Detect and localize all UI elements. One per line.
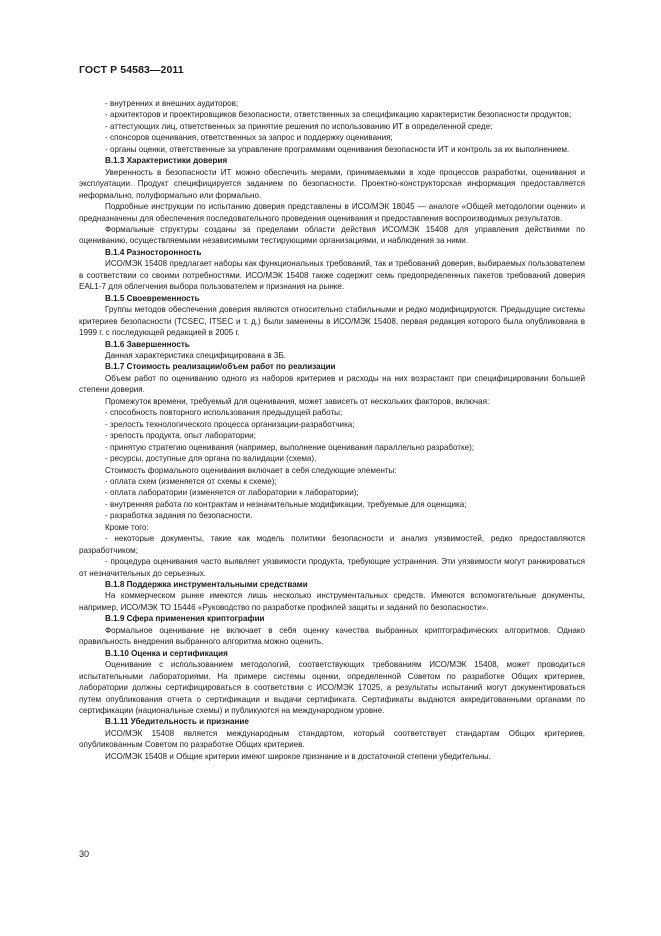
paragraph: Объем работ по оцениванию одного из наборов критериев и расходы на них возрастают при специфицировании большей степени доверия. xyxy=(79,373,585,395)
section-heading: В.1.8 Поддержка инструментальными средствами xyxy=(105,580,308,590)
paragraph: Данная характеристика специфицирована в 3Б. xyxy=(105,350,286,360)
paragraph: Формальные структуры созданы за пределами области действия ИСО/МЭК 15408 для управления действиями по оцениванию, осуществляемыми независимыми тестирующими организациями, и наблюдения за ними. xyxy=(79,224,585,246)
paragraph: Формальное оценивание не включает в себя оценку качества выбранных криптографических алгоритмов. Однако правильность внедрения выбранного алгоритма можно оценить. xyxy=(79,625,585,647)
page-number: 30 xyxy=(79,849,90,859)
paragraph: - ресурсы, доступные для органа по валидации (схема). xyxy=(105,454,317,464)
paragraph: - внутренних и внешних аудиторов; xyxy=(105,99,239,108)
paragraph: На коммерческом рынке имеются лишь несколько инструментальных средств. Имеются вспомогательные документы, например, ИСО/МЭК ТО 15446 «Руководство по разработке профилей защиты и заданий по безопасности». xyxy=(79,591,585,612)
section-heading: В.1.7 Стоимость реализации/объем работ по реализации xyxy=(105,362,336,372)
paragraph: - внутренняя работа по контрактам и незначительные модификации, требуемые для оценщика; xyxy=(105,499,467,509)
paragraph: Кроме того: xyxy=(105,522,149,532)
paragraph: - органы оценки, ответственные за управление программами оценивания безопасности ИТ и контроль за их выполнением. xyxy=(105,144,570,154)
document-header: ГОСТ Р 54583—2011 xyxy=(79,64,184,76)
paragraph: ИСО/МЭК 15408 и Общие критерии имеют широкое признание и в достаточной степени убедительны. xyxy=(105,751,491,761)
paragraph: Стоимость формального оценивания включает в себя следующие элементы: xyxy=(105,465,397,475)
section-heading: В.1.11 Убедительность и признание xyxy=(105,717,249,727)
section-heading: В.1.10 Оценка и сертификация xyxy=(105,648,228,658)
paragraph: Оценивание с использованием методологий, соответствующих требованиям ИСО/МЭК 15408, может проводиться испытательными лабораториями. На примере системы оценки, определенной Советом по разработке Общих критериев, лаборатории должны сертифицироваться в соответствии с ИСО/МЭК 17025, а результаты испытаний могут документироваться путем опубликования отчета о сертификации и выдачи сертификата. Сертификаты выдаются аккредитованными органами по сертификации (национальные схемы) и публикуются на международном уровне. xyxy=(79,660,585,716)
section-heading: В.1.9 Сфера применения криптографии xyxy=(105,614,265,624)
paragraph: ИСО/МЭК 15408 предлагает наборы как функциональных требований, так и требований доверия, выбираемых пользователем в соответствии со своими потребностями. ИСО/МЭК 15408 также содержит семь предопределенных пакетов требований доверия EAL1-7 для облегчения выбора пользователем и признания на рынке. xyxy=(79,259,585,292)
paragraph: - процедура оценивания часто выявляет уязвимости продукта, требующие устранения. Эти уязвимости могут ранжироваться от незначительных до серьезных. xyxy=(79,557,585,578)
paragraph: Промежуток времени, требуемый для оценивания, может зависеть от нескольких факторов, включая: xyxy=(105,396,490,406)
section-heading: В.1.3 Характеристики доверия xyxy=(105,156,228,166)
paragraph: - оплата лаборатории (изменяется от лаборатории к лаборатории); xyxy=(105,488,359,498)
paragraph: Уверенность в безопасности ИТ можно обеспечить мерами, принимаемыми в ходе процессов разработки, оценивания и эксплуатации. Продукт специфицируется заданием по безопасности. Проектно-конструкторская информация предоставляется неформально, полуформально или формально. xyxy=(79,167,585,200)
paragraph: ИСО/МЭК 15408 является международным стандартом, который соответствует стандартам Общих критериев, опубликованным Советом по разработке Общих критериев. xyxy=(79,728,585,750)
section-heading: В.1.4 Разносторонность xyxy=(105,247,202,257)
paragraph: - оплата схем (изменяется от схемы к схеме); xyxy=(105,476,277,486)
paragraph: - некоторые документы, такие как модель политики безопасности и анализ уязвимостей, редко предоставляются разработчиком; xyxy=(79,534,585,555)
paragraph: - архитекторов и проектировщиков безопасности, ответственных за спецификацию характеристик безопасности продуктов; xyxy=(105,110,572,120)
paragraph: - спонсоров оценивания, ответственных за запрос и поддержку оценивания; xyxy=(105,133,393,143)
paragraph: - способность повторного использования предыдущей работы; xyxy=(105,408,343,418)
paragraph: - аттестующих лиц, ответственных за принятие решения по использованию ИТ в определенной среде; xyxy=(105,121,493,131)
paragraph: Группы методов обеспечения доверия являются относительно стабильными и редко модифицируются. Предыдущие системы критериев безопасности (TCSEC, ITSEC и т. д.) были заменены в ИСО/МЭК 15408, первая редакция которого была опубликована в 1999 г. с последующей редакцией в 2005 г. xyxy=(79,305,585,338)
document-body xyxy=(79,98,585,762)
paragraph: - разработка задания по безопасности. xyxy=(105,511,253,521)
paragraph: - принятую стратегию оценивания (например, выполнение оценивания параллельно разработке); xyxy=(105,442,475,452)
paragraph: - зрелость продукта, опыт лаборатории; xyxy=(105,431,256,441)
section-heading: В.1.5 Своевременность xyxy=(105,293,200,303)
paragraph: Подробные инструкции по испытанию доверия представлены в ИСО/МЭК 18045 — аналоге «Общей методологии оценки» и предназначены для обеспечения последовательного проведения оценивания и предоставления воспроизводимых результатов. xyxy=(79,202,585,223)
section-heading: В.1.6 Завершенность xyxy=(105,339,190,349)
paragraph: - зрелость технологического процесса организации-разработчика; xyxy=(105,419,355,429)
